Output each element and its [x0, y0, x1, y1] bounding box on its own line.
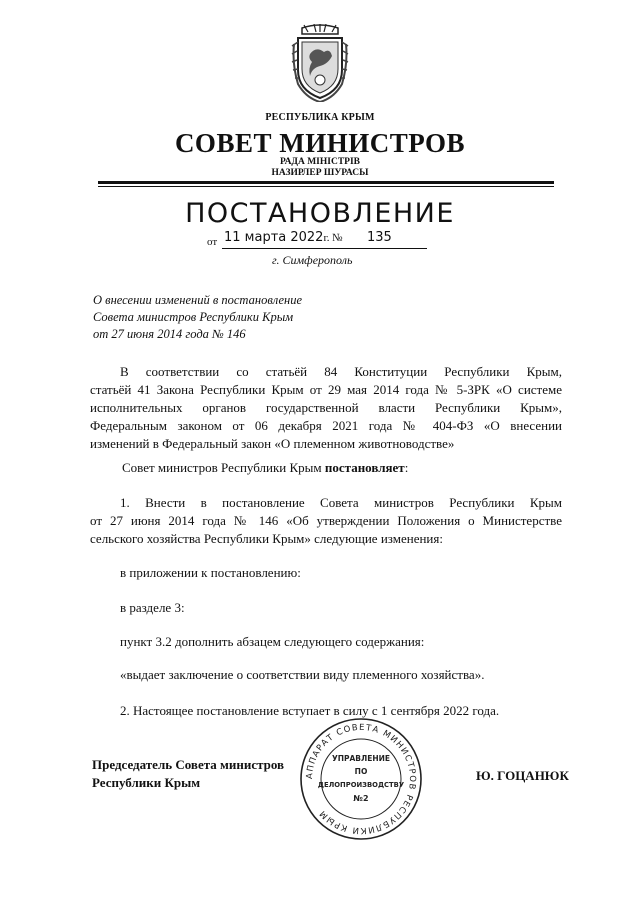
item-1-line: 1. Внести в постановление Совета министров Республики Крым [120, 495, 562, 510]
decides-text: Совет министров Республики Крым [122, 460, 325, 475]
republic-name: РЕСПУБЛИКА КРЫМ [265, 112, 375, 123]
decree-date: 11 марта 2022г. [224, 230, 330, 245]
preamble-line: статьёй 41 Закона Республики Крым от 29 мая 2014 года № 5-ЗРК «О системе [90, 382, 562, 397]
coat-of-arms-icon [290, 24, 350, 102]
decree-city: г. Симферополь [272, 253, 353, 267]
council-name-ukrainian: РАДА МІНІСТРІВ [279, 157, 360, 167]
year-suffix: г. [323, 232, 330, 244]
signatory-name: Ю. ГОЦАНЮК [476, 768, 569, 783]
preamble-line: Федеральным законом от 06 декабря 2021 года № 404-ФЗ «О внесении [90, 418, 562, 433]
signatory-title-line: Республики Крым [92, 775, 201, 790]
stamp-line: УПРАВЛЕНИЕ [331, 754, 391, 763]
item-1-line: сельского хозяйства Республики Крым» следующие изменения: [90, 531, 443, 546]
subject-line: О внесении изменений в постановление [93, 293, 303, 307]
stamp-ring-text: АППАРАТ СОВЕТА МИНИСТРОВ РЕСПУБЛИКИ КРЫМ [304, 722, 418, 836]
header-divider-thin [98, 186, 554, 187]
preamble-line: В соответствии со статьёй 84 Конституции Республики Крым, [120, 364, 562, 379]
decree-number: 135 [367, 230, 392, 245]
preamble-line: исполнительных органов государственной власти Республики Крым», [90, 400, 562, 415]
subject-line: Совета министров Республики Крым [93, 310, 294, 324]
stamp-line: №2 [353, 794, 369, 803]
item-1-paragraph [90, 494, 562, 548]
date-underline [222, 248, 427, 249]
preamble-paragraph [90, 363, 562, 453]
amendment-line: в приложении к постановлению: [120, 565, 301, 580]
amendment-line: в разделе 3: [120, 600, 185, 615]
date-prefix: от [207, 236, 218, 248]
stamp-line: ДЕЛОПРОИЗВОДСТВУ [317, 781, 405, 789]
header-divider-thick [98, 181, 554, 184]
item-1-line: от 27 июня 2014 года № 146 «Об утверждении Положения о Министерстве [90, 513, 562, 528]
amendment-line: «выдает заключение о соответствии виду племенного хозяйства». [120, 667, 485, 682]
subject-line: от 27 июня 2014 года № 146 [93, 327, 246, 341]
official-stamp [298, 716, 424, 842]
decides-verb: постановляет [324, 460, 405, 475]
signatory-title [92, 756, 284, 792]
decides-colon: : [404, 460, 409, 475]
decides-clause [122, 460, 408, 476]
number-prefix: № [332, 232, 343, 244]
stamp-line: ПО [354, 767, 368, 776]
council-name: СОВЕТ МИНИСТРОВ [174, 128, 466, 158]
preamble-line: изменений в Федеральный закон «О племенном животноводстве» [90, 436, 455, 451]
decree-subject [93, 292, 413, 343]
signatory-title-line: Председатель Совета министров [92, 757, 285, 772]
council-name-crimean-tatar: НАЗИРЛЕР ШУРАСЫ [271, 168, 369, 178]
item-2-line: 2. Настоящее постановление вступает в силу с 1 сентября 2022 года. [120, 703, 500, 718]
amendment-line: пункт 3.2 дополнить абзацем следующего содержания: [120, 634, 425, 649]
document-type: ПОСТАНОВЛЕНИЕ [185, 198, 455, 229]
svg-text:АППАРАТ СОВЕТА МИНИСТРОВ РЕСПУ [305, 723, 417, 835]
